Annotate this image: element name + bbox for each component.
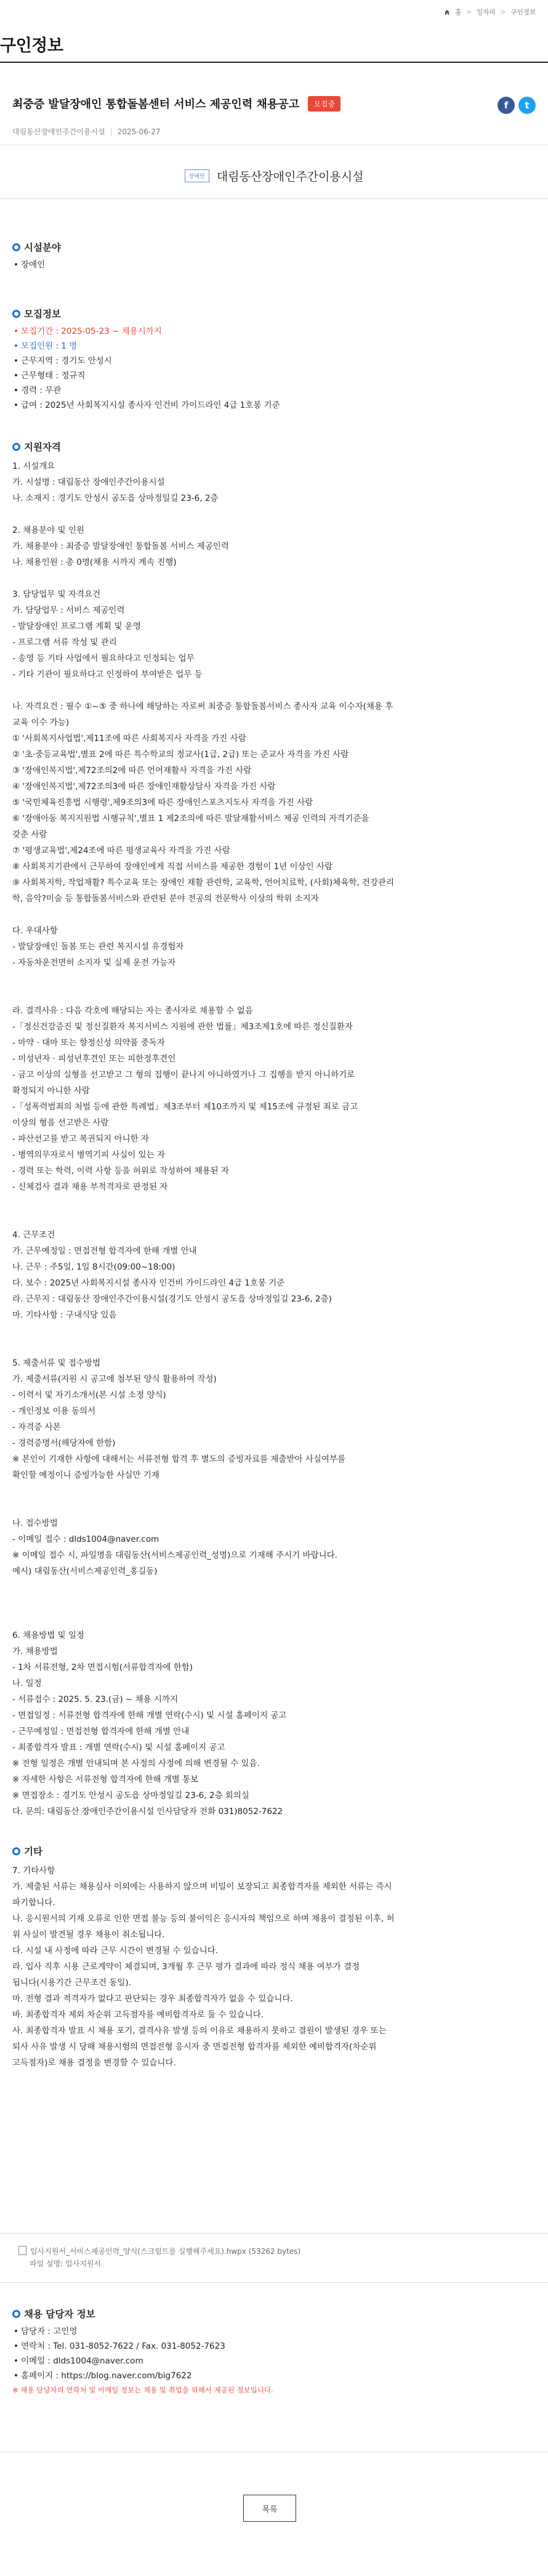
text-line: - 면접일정 : 서류전형 합격자에 한해 개별 연락(수시) 및 시설 홈페이지 공고 [12, 1711, 287, 1720]
section-field-title: 시설분야 [24, 242, 61, 253]
contact-notice: ※ 채용 담당자의 연락처 및 이메일 정보는 채용 및 취업을 위해서 제공된 정보입니다. [12, 2386, 273, 2394]
field-list [12, 257, 536, 272]
title-divider [0, 62, 548, 63]
text-line: 파기합니다. [12, 1898, 55, 1908]
breadcrumb [444, 7, 536, 17]
text-line: 퇴사 사유 발생 시 당해 채용시험의 면접전형 응시자 중 면접전형 합격자를 제외한 예비합격자(차순위 [12, 2042, 377, 2052]
attachment-divider [0, 2233, 548, 2234]
text-line: 나. 소재지 : 경기도 안성시 공도읍 상마정일길 23-6, 2층 [12, 493, 219, 503]
text-line: - 근무예정일 : 면접전형 합격자에 한해 개별 안내 [12, 1727, 190, 1736]
attachment [18, 2245, 300, 2270]
breadcrumb-current[interactable]: 구인정보 [510, 9, 536, 16]
twitter-share-icon[interactable]: t [518, 97, 536, 114]
text-line: - 발달장애인 돌봄 또는 관련 복지시설 유경험자 [12, 942, 184, 952]
contact-homepage[interactable]: • 홈페이지 : https://blog.naver.com/big7622 [12, 2368, 273, 2383]
circle-bullet-icon [12, 2310, 20, 2318]
text-line: 7. 기타사항 [12, 1866, 55, 1876]
text-line [12, 1323, 536, 1339]
text-line: 가. 시설명 : 대림동산 장애인주간이용시설 [12, 477, 165, 487]
section-recruit-title: 모집정보 [24, 309, 61, 320]
text-line: ⑧ 사회복지기관에서 근무하여 장애인에게 직접 서비스를 제공한 경험이 1년 이상인 사람 [12, 862, 333, 872]
text-line: - 1차 서류전형, 2차 면접시험(서류합격자에 한함) [12, 1663, 193, 1672]
text-line: 나. 자격요건 : 필수 ①~⑤ 중 하나에 해당하는 자로써 최중증 통합돌봄서비스 종사자 교육 이수자(채용 후 [12, 702, 393, 711]
org-logo: 장애인 [185, 169, 209, 182]
breadcrumb-jobs[interactable]: 일자리 [477, 9, 496, 16]
text-line: 5. 제출서류 및 접수방법 [12, 1358, 101, 1368]
list-item: • 경력 : 무관 [12, 383, 536, 398]
text-line [12, 1483, 536, 1499]
text-line: 6. 채용방법 및 일정 [12, 1630, 85, 1640]
text-line [12, 1195, 536, 1211]
text-line: 학, 음악?미술 등 통합돌봄서비스와 관련된 분야 전공의 전문학사 이상의 학위 소지자 [12, 894, 319, 904]
text-line [12, 570, 536, 586]
etc-text [12, 1863, 536, 2071]
breadcrumb-separator: > [500, 8, 506, 16]
text-line: 교육 이수 가능) [12, 718, 70, 727]
text-line: ⑨ 사회복지학, 작업재활? 특수교육 또는 장애인 재활 관련학, 교육학, 언어치료학, (사회)체육학, 건강관리 [12, 878, 395, 888]
text-line: 나. 응시원서의 기재 오류로 인한 면접 불능 등의 불이익은 응시자의 책임으로 하며 채용이 결정된 이후, 허 [12, 1914, 395, 1924]
text-line: 4. 근무조건 [12, 1230, 55, 1240]
section-recruit-heading [12, 307, 536, 320]
text-line: ② '초·중등교육법',별표 2에 따른 특수학교의 정교사(1급, 2급) 또는 준교사 자격을 가진 사람 [12, 750, 349, 759]
contact-email: • 이메일 : dlds1004@naver.com [12, 2354, 273, 2368]
breadcrumb-separator: > [466, 8, 472, 16]
text-line: - 신체검사 결과 채용 부적격자로 판정된 자 [12, 1182, 168, 1192]
contact-phone: • 연락처 : Tel. 031-8052-7622 / Fax. 031-8052-7623 [12, 2339, 273, 2354]
attachment-link[interactable]: 입사지원서_서비스제공인력_양식(스크립트를 실행해주세요).hwpx (53262 bytes) [30, 2247, 301, 2256]
text-line: - 병역의무자로서 병역기피 사실이 있는 자 [12, 1150, 166, 1160]
breadcrumb-home[interactable]: 홈 [455, 9, 462, 16]
list-item: • 급여 : 2025년 사회복지시설 종사자 인건비 가이드라인 4급 1호봉 기준 [12, 398, 536, 413]
qualification-text [12, 458, 536, 1820]
attachment-divider-bottom [0, 2282, 548, 2283]
post-date: 2025-06-27 [117, 128, 161, 136]
text-line [12, 1579, 536, 1595]
text-line [12, 1211, 536, 1227]
text-line: 바. 최종합격자 제외 차순위 고득점자를 예비합격자로 둘 수 있습니다. [12, 2010, 264, 2020]
section-field-heading [12, 240, 536, 254]
section-etc-heading [12, 1844, 536, 1858]
text-line: - 서류접수 : 2025. 5. 23.(금) ~ 채용 시까지 [12, 1695, 179, 1704]
text-line: ⑤ '국민체육진흥법 시행령',제9조의3에 따른 장애인스포츠지도사 자격을 가진 사람 [12, 798, 313, 808]
circle-bullet-icon [12, 443, 20, 451]
contact-person: • 담당자 : 고인영 [12, 2324, 273, 2339]
text-line [12, 1499, 536, 1515]
text-line: 라. 입사 직후 시용 근로계약이 체결되며, 3개월 후 근무 평가 결과에 따라 정식 채용 여부가 결정 [12, 1962, 360, 1972]
text-line: - 파산선고를 받고 복권되지 아니한 자 [12, 1134, 149, 1144]
post-body [12, 240, 536, 2071]
post-header [12, 95, 536, 111]
text-line: ※ 이메일 접수 시, 파일명을 대림동산(서비스제공인력_성명)으로 기재해 주시기 바랍니다. [12, 1550, 337, 1560]
text-line: 나. 일정 [12, 1679, 42, 1688]
text-line: 확정되지 아니한 사람 [12, 1086, 90, 1096]
contact-section [12, 2307, 273, 2397]
text-line: 마. 기타사항 : 구내식당 있음 [12, 1310, 117, 1320]
recruit-period: • 모집기간 : 2025-05-23 ~ 채용시까지 [12, 324, 536, 339]
text-line: - 발달장애인 프로그램 계획 및 운영 [12, 622, 141, 631]
text-line [12, 907, 536, 923]
text-line: - 경력증명서(해당자에 한함) [12, 1438, 116, 1448]
section-qual-heading [12, 440, 536, 453]
contact-list [12, 2324, 273, 2383]
text-line: 가. 채용분야 : 최중증 발달장애인 통합돌봄 서비스 제공인력 [12, 541, 229, 551]
section-etc-title: 기타 [24, 1846, 42, 1857]
list-button[interactable]: 목록 [243, 2495, 296, 2522]
attachment-description: 파일 설명: 입사지원서 [30, 2259, 102, 2268]
text-line: 2. 채용분야 및 인원 [12, 525, 85, 535]
text-line [12, 682, 536, 699]
section-contact-heading [12, 2307, 273, 2320]
recruit-count: • 모집인원 : 1 명 [12, 339, 536, 354]
text-line: 가. 제출서류(지원 시 공고에 첨부된 양식 활용하여 작성) [12, 1374, 217, 1384]
text-line: 나. 채용인원 : 총 0명(채용 시까지 계속 진행) [12, 557, 177, 567]
text-line: 마. 전형 결과 적격자가 없다고 판단되는 경우 최종합격자가 없을 수 있습니다. [12, 1994, 293, 2004]
text-line: 위 사실이 발견될 경우 채용이 취소됩니다. [12, 1930, 165, 1940]
text-line: -「성폭력범죄의 처벌 등에 관한 특례법」제3조부터 제10조까지 및 제15조에 규정된 죄로 금고 [12, 1102, 358, 1112]
share-buttons [498, 97, 536, 114]
text-line: 됩니다(시용기간 근무조건 동일). [12, 1978, 131, 1988]
text-line: 나. 접수방법 [12, 1518, 58, 1528]
text-line: - 프로그램 서류 작성 및 관리 [12, 638, 117, 647]
text-line: - 자동차운전면허 소지자 및 실제 운전 가능자 [12, 958, 176, 968]
text-line: ① '사회복지사업법',제11조에 따른 사회복지사 자격을 가진 사람 [12, 734, 246, 743]
section-qual-title: 지원자격 [24, 442, 61, 453]
circle-bullet-icon [12, 310, 20, 318]
post-meta [12, 126, 161, 137]
text-line [12, 1611, 536, 1627]
text-line: 라. 결격사유 : 다음 각호에 해당되는 자는 종사자로 채용할 수 없음 [12, 1006, 253, 1016]
text-line: - 송영 등 기타 사업에서 필요하다고 인정되는 업무 [12, 654, 195, 663]
post-org: 대림동산장애인주간이용시설 [12, 128, 105, 136]
text-line: ※ 자세한 사항은 서류전형 합격자에 한해 개별 통보 [12, 1775, 199, 1784]
text-line: 가. 제출된 서류는 채용심사 이외에는 사용하지 않으며 비밀이 보장되고 최종합격자를 제외한 서류는 즉시 [12, 1882, 392, 1892]
text-line: 가. 채용방법 [12, 1646, 58, 1656]
facebook-share-icon[interactable]: f [498, 97, 515, 114]
text-line: - 마약 · 대마 또는 향정신성 의약품 중독자 [12, 1038, 165, 1048]
list-item: • 장애인 [12, 257, 536, 272]
text-line: 다. 시설 내 사정에 따라 근무 시간이 변경될 수 있습니다. [12, 1946, 219, 1956]
text-line: 사. 최종합격자 발표 시 채용 포기, 결격사유 발생 등의 이유로 채용하지 못하고 결원이 발생된 경우 또는 [12, 2026, 387, 2036]
text-line [12, 971, 536, 987]
text-line: 나. 근무 : 주5일, 1일 8시간(09:00~18:00) [12, 1262, 175, 1272]
text-line: ※ 면접장소 : 경기도 안성시 공도읍 상마정일길 23-6, 2층 회의실 [12, 1791, 249, 1800]
status-badge: 모집중 [308, 96, 340, 111]
section-contact-title: 채용 담당자 정보 [24, 2309, 95, 2320]
text-line: ⑥ '장애아동 복지지원법 시행규칙',별표 1 제2조의에 따른 발달재활서비스 제공 인력의 자격기준을 [12, 814, 369, 824]
text-line: 예시) 대림동산(서비스제공인력_홍길동) [12, 1566, 158, 1576]
text-line [12, 1595, 536, 1611]
post-title: 최중증 발달장애인 통합돌봄센터 서비스 제공인력 채용공고 [12, 98, 300, 111]
home-icon[interactable] [444, 9, 450, 15]
list-item: • 근무형태 : 정규직 [12, 368, 536, 383]
text-line: - 기타 기관이 필요하다고 인정하여 부여받은 업무 등 [12, 670, 203, 679]
text-line [12, 506, 536, 522]
text-line: 1. 시설개요 [12, 461, 55, 471]
text-line: ③ '장애인복지법',제72조의2에 따른 언어재활사 자격을 가진 사람 [12, 766, 252, 776]
org-divider [0, 198, 548, 199]
text-line: 이상의 형을 선고받은 사람 [12, 1118, 109, 1128]
page-title: 구인정보 [0, 36, 63, 55]
text-line: 확인할 예정이니 증빙가능한 사실만 기재 [12, 1470, 159, 1480]
text-line: - 금고 이상의 실형을 선고받고 그 형의 집행이 끝나지 아니하였거나 그 집행을 받지 아니하기로 [12, 1070, 355, 1080]
text-line: 가. 근무예정일 : 면접전형 합격자에 한해 개별 안내 [12, 1246, 197, 1256]
text-line: - 최종합격자 발표 : 개별 연락(수시) 및 시설 홈페이지 공고 [12, 1743, 225, 1752]
text-line: - 이메일 접수 : dlds1004@naver.com [12, 1534, 159, 1544]
text-line: 3. 담당업무 및 자격요건 [12, 589, 101, 599]
text-line: 다. 문의: 대림동산 장애인주간이용시설 인사담당자 전화 031)8052-7622 [12, 1807, 283, 1817]
text-line: - 이력서 및 자기소개서(본 시설 소정 양식) [12, 1390, 166, 1400]
text-line: 고득점자)로 채용 결정을 변경할 수 있습니다. [12, 2058, 176, 2068]
text-line [12, 987, 536, 1003]
text-line: -「정신건강증진 및 정신질환자 복지서비스 지원에 관한 법률」제3조제1호에 따른 정신질환자 [12, 1022, 353, 1032]
text-line: 라. 근무지 : 대림동산 장애인주간이용시설(경기도 안성시 공도읍 상마정일길 23-6, 2층) [12, 1294, 332, 1304]
list-item: • 근무지역 : 경기도 안성시 [12, 354, 536, 368]
text-line: 갖춘 사람 [12, 830, 47, 840]
circle-bullet-icon [12, 243, 20, 251]
text-line: - 개인정보 이용 동의서 [12, 1406, 96, 1416]
text-line: ※ 전형 일정은 개별 안내되며 본 사정의 사정에 의해 변경될 수 있음. [12, 1759, 260, 1768]
org-banner [0, 168, 548, 184]
text-line: 다. 보수 : 2025년 사회복지시설 종사자 인건비 가이드라인 4급 1호봉 기준 [12, 1278, 285, 1288]
text-line: 다. 우대사항 [12, 926, 58, 936]
text-line: ⑦ '평생교육법',제24조에 따른 평생교육사 자격을 가진 사람 [12, 846, 230, 856]
text-line: ④ '장애인복지법',제72조의3에 따른 장애인재활상담사 자격을 가진 사람 [12, 782, 276, 792]
text-line: 가. 담당업무 : 서비스 제공인력 [12, 606, 125, 615]
text-line: - 경력 또는 학력, 이력 사항 등을 허위로 작성하여 채용된 자 [12, 1166, 230, 1176]
file-icon [18, 2246, 26, 2255]
meta-separator: | [110, 128, 113, 136]
text-line: ※ 본인이 기재한 사항에 대해서는 서류전형 합격 후 별도의 증빙자료를 제출받아 사실여부를 [12, 1454, 346, 1464]
top-bar [0, 0, 548, 17]
text-line: - 미성년자 · 피성년후견인 또는 피한정후견인 [12, 1054, 176, 1064]
text-line [12, 1339, 536, 1355]
org-title: 대림동산장애인주간이용시설 [216, 170, 364, 184]
circle-bullet-icon [12, 1847, 20, 1855]
text-line: - 자격증 사본 [12, 1422, 61, 1432]
recruit-list [12, 324, 536, 413]
